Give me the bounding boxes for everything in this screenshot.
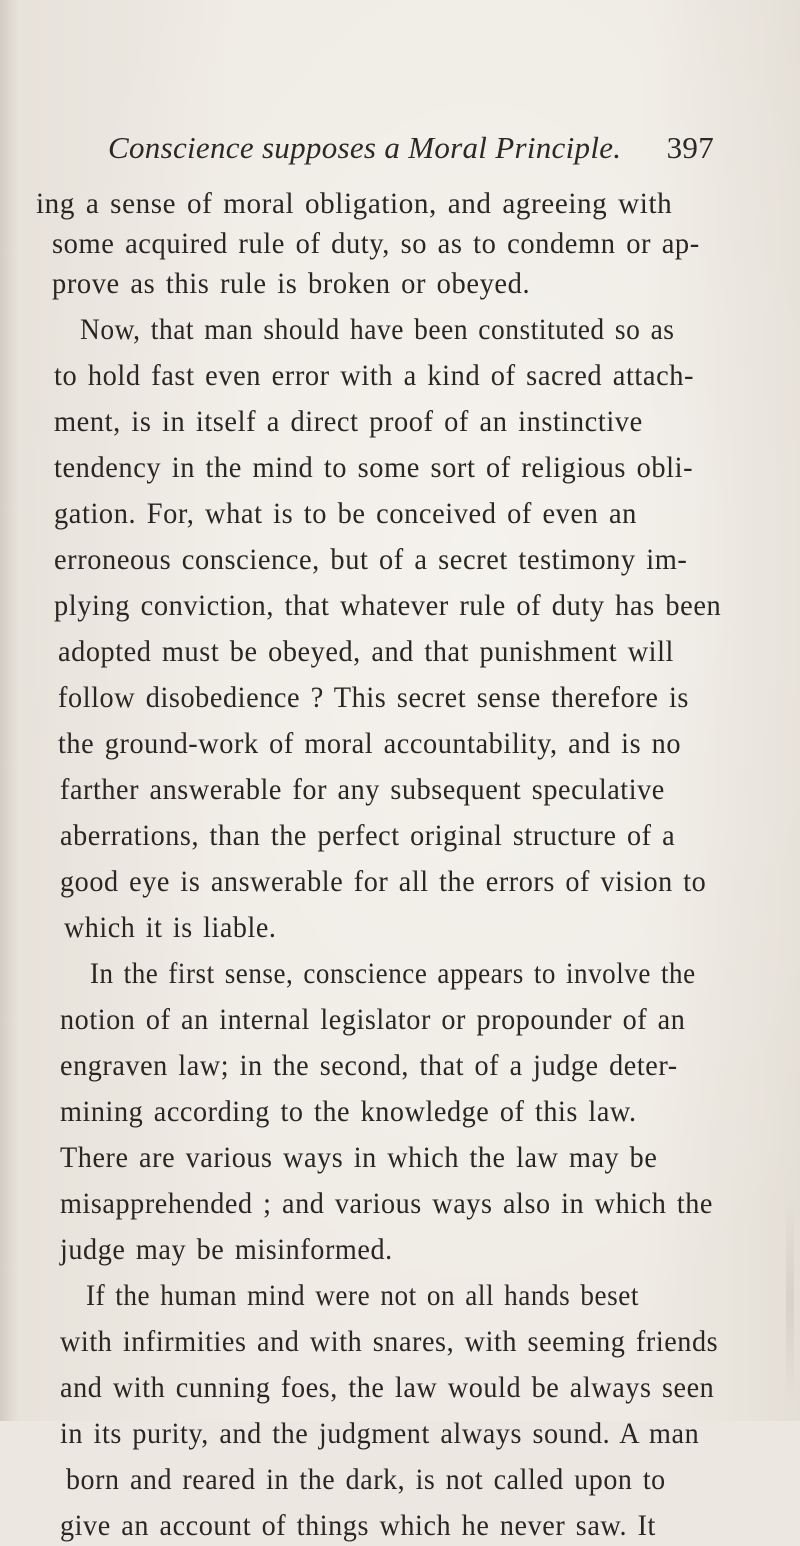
text-line: ment, is in itself a direct proof of an instinctive: [54, 406, 643, 438]
page-gutter-shadow: [0, 0, 18, 1421]
text-line: follow disobedience ? This secret sense therefore is: [58, 682, 689, 714]
text-line: farther answerable for any subsequent speculative: [60, 774, 665, 806]
text-line: prove as this rule is broken or obeyed.: [52, 268, 531, 300]
running-head-title: Conscience supposes a Moral Principle.: [108, 130, 622, 165]
text-line: give an account of things which he never saw. It: [60, 1510, 656, 1542]
text-line: In the first sense, conscience appears to involve the: [90, 958, 696, 990]
text-line: born and reared in the dark, is not called upon to: [66, 1464, 666, 1496]
text-line: If the human mind were not on all hands beset: [86, 1280, 640, 1312]
text-line: engraven law; in the second, that of a judge deter-: [60, 1050, 678, 1082]
text-line: judge may be misinformed.: [60, 1234, 393, 1266]
text-line: in its purity, and the judgment always sound. A man: [60, 1418, 700, 1450]
text-line: notion of an internal legislator or propounder of an: [60, 1004, 686, 1036]
text-line: some acquired rule of duty, so as to condemn or ap-: [52, 228, 700, 260]
text-line: gation. For, what is to be conceived of even an: [54, 498, 637, 530]
text-line: the ground-work of moral accountability, and is no: [58, 728, 682, 760]
text-line: with infirmities and with snares, with seeming friends: [60, 1326, 719, 1358]
text-line: ing a sense of moral obligation, and agreeing with: [36, 188, 673, 220]
text-line: to hold fast even error with a kind of sacred attach-: [54, 360, 695, 392]
text-line: Now, that man should have been constituted so as: [80, 314, 675, 346]
text-line: erroneous conscience, but of a secret testimony im-: [54, 544, 688, 576]
text-line: which it is liable.: [64, 912, 277, 944]
text-line: plying conviction, that whatever rule of duty has been: [54, 590, 722, 622]
text-line: mining according to the knowledge of this law.: [60, 1096, 637, 1128]
text-line: adopted must be obeyed, and that punishment will: [58, 636, 674, 668]
running-head: [108, 130, 728, 174]
text-line: There are various ways in which the law may be: [60, 1142, 658, 1174]
page-number: 397: [666, 130, 714, 165]
text-line: tendency in the mind to some sort of religious obli-: [54, 452, 694, 484]
text-line: good eye is answerable for all the errors of vision to: [60, 866, 707, 898]
text-line: and with cunning foes, the law would be always seen: [60, 1372, 715, 1404]
text-line: aberrations, than the perfect original structure of a: [60, 820, 676, 852]
text-line: misapprehended ; and various ways also in which the: [60, 1188, 714, 1220]
